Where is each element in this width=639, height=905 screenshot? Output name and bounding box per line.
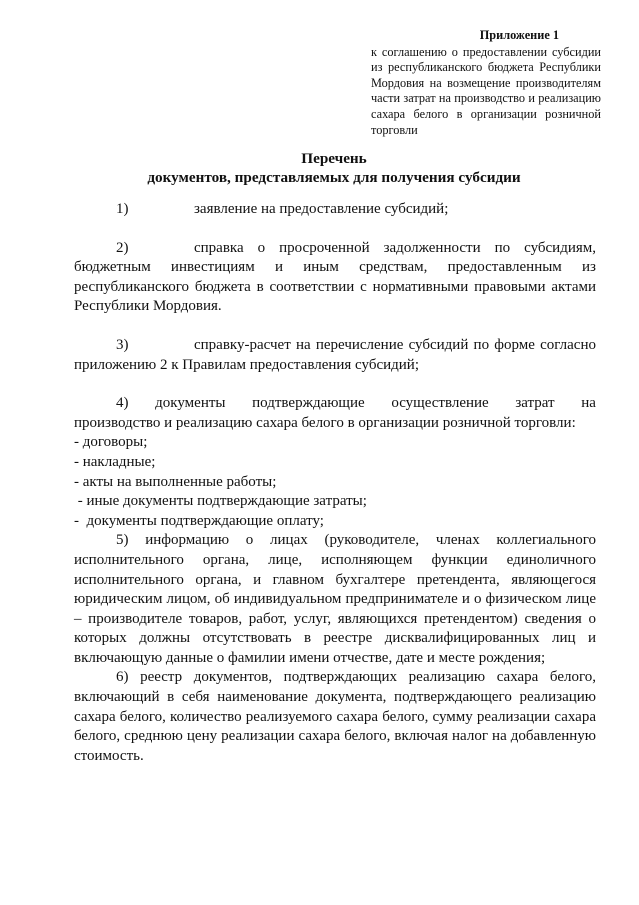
item-word: подтверждающие [252, 395, 365, 412]
dash-item: - иные документы подтверждающие затраты; [74, 493, 367, 510]
item-number: 4) [116, 395, 129, 412]
item-number: 1) [116, 201, 129, 217]
dash-item: - акты на выполненные работы; [74, 473, 277, 490]
appendix-text: к соглашению о предоставлении субсидии из республиканского бюджета Республики Мордовия на возмещение производителям части затрат на производство и реализацию сахара белого в организации розничной торговли [371, 44, 601, 137]
appendix-block [371, 28, 601, 163]
list-item-5: 5) информацию о лицах (руководителе, членах коллегиального исполнительного органа, лице, исполняющем функции единоличного исполнительного органа, и главном бухгалтере претендента, являющегося юридическим лицом, об индивидуальном предпринимателе и о физическом лице – производителе товаров, работ, услуг, являющихся претендентом) сведения о которых должны отсутствовать в реестре дисквалифицированных лиц и включающую данные о фамилии имени отчестве, дате и месте рождения; [74, 532, 596, 666]
dash-item: - накладные; [74, 453, 156, 470]
item-text: справку-расчет на перечисление субсидий по форме согласно приложению 2 к Правилам предоставления субсидий; [74, 336, 596, 373]
item-number: 3) [116, 336, 129, 353]
item-word: затрат [515, 395, 555, 412]
list-item-2 [74, 239, 596, 317]
title-line-2: документов, представляемых для получения субсидии [147, 169, 521, 186]
list-item-1 [74, 200, 596, 220]
item-word: осуществление [391, 395, 489, 412]
document-body [74, 200, 596, 766]
title-line-1: Перечень [301, 150, 367, 167]
item-word: документы [155, 395, 226, 412]
list-item-3 [74, 336, 596, 375]
list-item-6: 6) реестр документов, подтверждающих реализацию сахара белого, включающий в себя наименование документа, подтверждающего реализацию сахара белого, количество реализуемого сахара белого, сумму реализации сахара белого, среднюю цену реализации сахара белого, включая налог на добавленную стоимость. [74, 669, 596, 764]
document-title [72, 149, 596, 187]
item-4-first-line [74, 394, 596, 414]
dash-item: - документы подтверждающие оплату; [74, 512, 324, 529]
item-text: справка о просроченной задолженности по субсидиям, бюджетным инвестициям и иным средствам, предоставленным из республиканского бюджета в соответствии с нормативными правовыми актами Республики Мордовия. [74, 239, 596, 315]
item-4-continuation: производство и реализацию сахара белого в организации розничной торговли: [74, 414, 576, 431]
item-word: на [581, 395, 596, 412]
dash-item: - договоры; [74, 434, 148, 451]
item-text: заявление на предоставление субсидий; [194, 201, 449, 217]
appendix-title: Приложение 1 [479, 28, 559, 42]
list-item-4 [74, 394, 596, 531]
item-number: 2) [116, 239, 129, 256]
